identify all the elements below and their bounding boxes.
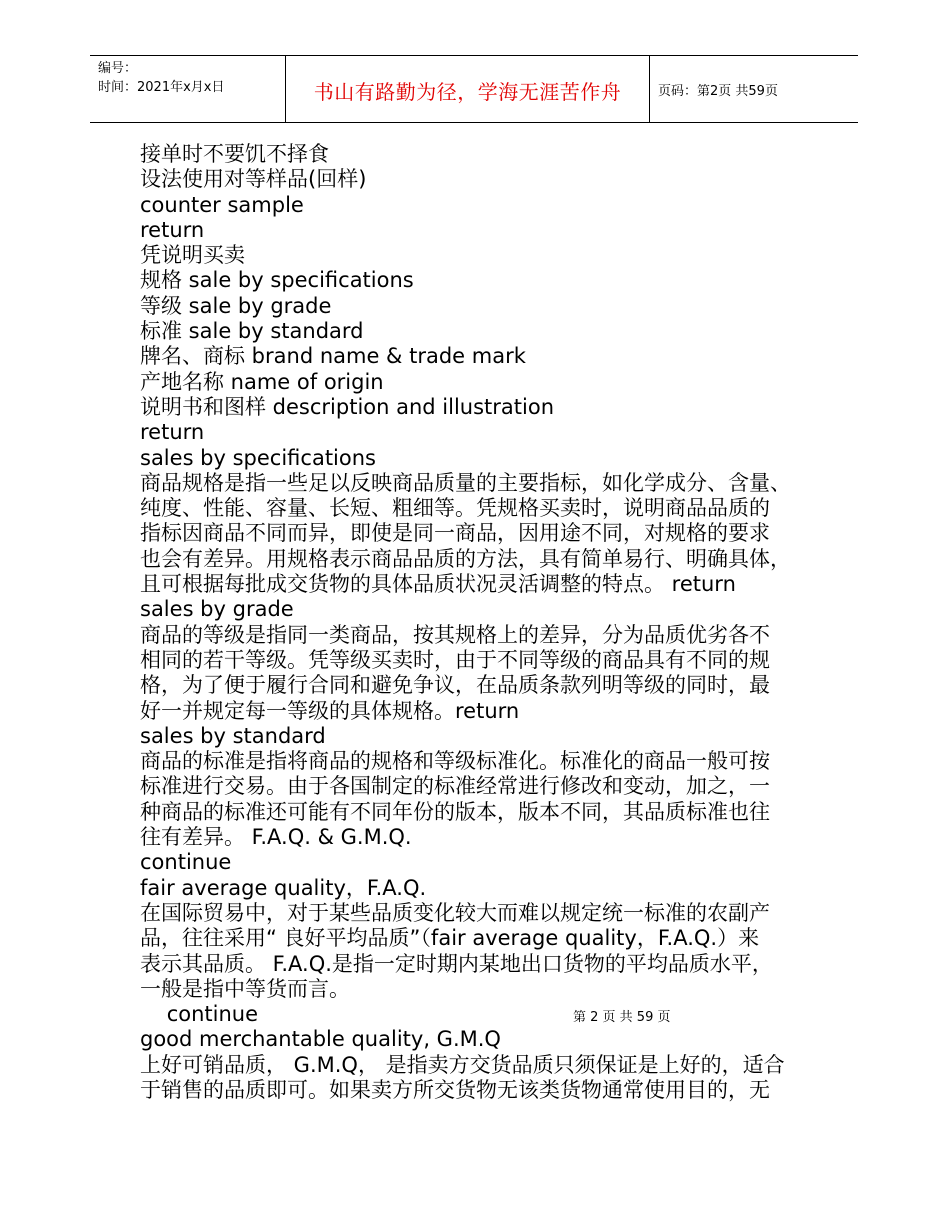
text-line: 在国际贸易中，对于某些品质变化较大而难以规定统一标准的农副产 [140,900,770,925]
text-line: 商品规格是指一些足以反映商品质量的主要指标，如化学成分、含量、 [140,470,791,495]
text-line: 也会有差异。用规格表示商品品质的方法，具有简单易行、明确具体， [140,546,791,571]
text-line: 品，往往采用“ 良好平均品质”（fair average quality，F.A.Q.）来 [140,926,760,951]
time-label: 时间：2021年x月x日 [98,80,225,95]
page-number: 第 2 页 共 59 页 [573,1010,671,1025]
text-line: 凭说明买卖 [140,243,245,268]
text-line: 接单时不要饥不择食 [140,142,329,166]
text-line: 规格 sale by specifications [140,268,414,293]
text-line: 表示其品质。 F.A.Q.是指一定时期内某地出口货物的平均品质水平， [140,951,773,976]
header-motto: 书山有路勤为径，学海无涯苦作舟 [313,80,622,104]
header-page-label: 页码：第2页 共59页 [658,84,778,99]
page-header [90,55,858,123]
text-line: good merchantable quality, G.M.Q [140,1027,501,1052]
text-line: 牌名、商标 brand name & trade mark [140,344,526,369]
text-line: 标准进行交易。由于各国制定的标准经常进行修改和变动，加之，一 [140,774,770,799]
document-body [140,142,840,1103]
header-meta [98,59,224,97]
text-line: fair average quality，F.A.Q. [140,875,427,900]
text-line: return [140,217,205,242]
text-line: 等级 sale by grade [140,293,332,318]
text-line: 相同的若干等级。凭等级买卖时，由于不同等级的商品具有不同的规 [140,647,770,672]
text-line: 指标因商品不同而异，即使是同一商品，因用途不同，对规格的要求 [140,521,770,546]
text-line: 格，为了便于履行合同和避免争议，在品质条款列明等级的同时，最 [140,673,770,698]
text-line: 上好可销品质， G.M.Q， 是指卖方交货品质只须保证是上好的，适合 [140,1052,785,1077]
text-line: sales by specifications [140,445,376,470]
text-line: 于销售的品质即可。如果卖方所交货物无该类货物通常使用目的，无 [140,1077,770,1102]
text-line: 且可根据每批成交货物的具体品质状况灵活调整的特点。 return [140,572,736,597]
text-line: 产地名称 name of origin [140,369,384,394]
text-line: continue [140,850,232,875]
text-line: 往有差异。 F.A.Q. & G.M.Q. [140,825,412,850]
number-label: 编号： [98,61,138,76]
text-line: 纯度、性能、容量、长短、粗细等。凭规格买卖时，说明商品品质的 [140,496,770,521]
text-line: 一般是指中等货而言。 [140,976,350,1001]
text-line: continue [140,1002,259,1027]
text-line: 说明书和图样 description and illustration [140,394,555,419]
text-line: counter sample [140,192,304,217]
header-divider [649,56,650,122]
text-line: 商品的等级是指同一类商品，按其规格上的差异，分为品质优劣各不 [140,622,770,647]
text-line: 商品的标准是指将商品的规格和等级标准化。标准化的商品一般可按 [140,749,770,774]
text-line: 设法使用对等样品(回样) [140,167,367,192]
text-line: 好一并规定每一等级的具体规格。return [140,698,520,723]
text-line: return [140,420,205,445]
text-line: 标准 sale by standard [140,319,364,344]
text-line: sales by standard [140,723,326,748]
text-line: 种商品的标准还可能有不同年份的版本，版本不同，其品质标准也往 [140,799,770,824]
text-line: sales by grade [140,597,294,622]
